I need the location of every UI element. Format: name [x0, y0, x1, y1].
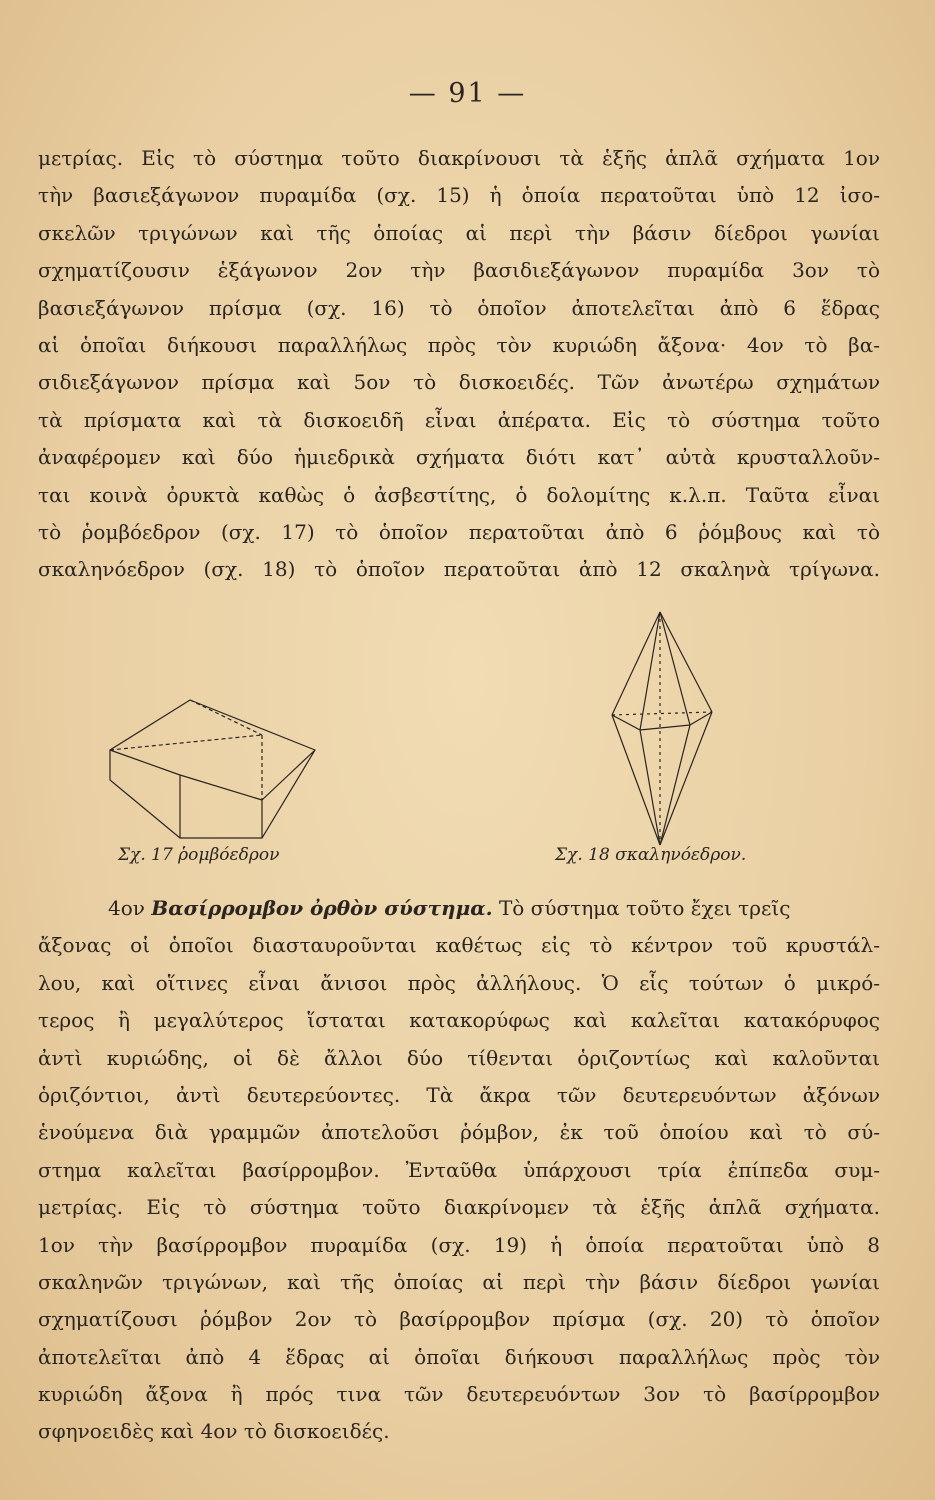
figure-18-caption: Σχ. 18 σκαληνόεδρον. [555, 845, 747, 865]
page-number: — 91 — [408, 78, 527, 109]
text-line: σφηνοειδὲς καὶ 4ον τὸ δισκοειδές. [38, 1419, 390, 1444]
section-number: 4ον [108, 896, 145, 920]
text-line: ἀντὶ κυριώδης, οἱ δὲ ἄλλοι δύο τίθενται ὁριζοντίως καὶ καλοῦνται [38, 1045, 880, 1070]
text-line: σιδιεξάγωνον πρίσμα καὶ 5ον τὸ δισκοειδές. Τῶν ἀνωτέρω σχημάτων [38, 370, 880, 395]
text-line: ἀποτελεῖται ἀπὸ 4 ἕδρας αἱ ὁποῖαι διήκουσι παραλλήλως πρὸς τὸν [38, 1344, 880, 1369]
text-line: στημα καλεῖται βασίρρομβον. Ἐνταῦθα ὑπάρχουσι τρία ἐπίπεδα συμ- [38, 1157, 880, 1182]
text-line: τὸ ῥομβόεδρον (σχ. 17) τὸ ὁποῖον περατοῦται ἀπὸ 6 ῥόμβους καὶ τὸ [38, 519, 880, 544]
text-line: μετρίας. Εἰς τὸ σύστημα τοῦτο διακρίνομεν τὰ ἑξῆς ἁπλᾶ σχήματα. [38, 1195, 880, 1220]
text-line: ται κοινὰ ὀρυκτὰ καθὼς ὁ ἀσβεστίτης, ὁ δολομίτης κ.λ.π. Ταῦτα εἶναι [38, 482, 880, 507]
text-line: σχηματίζουσιν ἑξάγωνον 2ον τὴν βασιδιεξάγωνον πυραμίδα 3ον τὸ [38, 258, 880, 283]
text-line: τὴν βασιεξάγωνον πυραμίδα (σχ. 15) ἡ ὁποία περατοῦται ὑπὸ 12 ἰσο- [38, 183, 880, 208]
text-line: ἑνούμενα διὰ γραμμῶν ἀποτελοῦσι ῥόμβον, ἐκ τοῦ ὁποίου καὶ τὸ σύ- [38, 1120, 880, 1145]
text-line: τερος ἢ μεγαλύτερος ἵσταται κατακορύφως καὶ καλεῖται κατακόρυφος [38, 1008, 880, 1033]
text-line: τὰ πρίσματα καὶ τὰ δισκοειδῆ εἶναι ἀπέρατα. Εἰς τὸ σύστημα τοῦτο [38, 407, 880, 432]
section-heading-line [38, 890, 880, 927]
paragraph-1 [38, 140, 880, 589]
text-line: μετρίας. Εἰς τὸ σύστημα τοῦτο διακρίνουσι τὰ ἑξῆς ἁπλᾶ σχήματα 1ον [38, 146, 880, 170]
crystal-figures [0, 600, 935, 880]
text-line: ὁριζόντιοι, ἀντὶ δευτερεύοντες. Τὰ ἄκρα τῶν δευτερευόντων ἀξόνων [38, 1082, 880, 1107]
text-line: Τὸ σύστημα τοῦτο ἔχει τρεῖς [498, 896, 791, 920]
section-title: Βασίρρομβον ὀρθὸν σύστημα. [151, 896, 493, 920]
text-line: κυριώδη ἄξονα ἢ πρός τινα τῶν δευτερευόντων 3ον τὸ βασίρρομβον [38, 1382, 880, 1407]
text-line: σκαληνόεδρον (σχ. 18) τὸ ὁποῖον περατοῦται ἀπὸ 12 σκαληνὰ τρίγωνα. [38, 557, 880, 582]
text-line: βασιεξάγωνον πρίσμα (σχ. 16) τὸ ὁποῖον ἀποτελεῖται ἀπὸ 6 ἕδρας [38, 295, 880, 320]
text-line: σκελῶν τριγώνων καὶ τῆς ὁποίας αἱ περὶ τὴν βάσιν δίεδροι γωνίαι [38, 220, 880, 245]
figure-17-caption: Σχ. 17 ῥομβόεδρον [118, 845, 280, 865]
text-line: ἀναφέρομεν καὶ δύο ἡμιεδρικὰ σχήματα διότι κατ᾽ αὐτὰ κρυσταλλοῦν- [38, 445, 880, 470]
rhombohedron-figure [110, 700, 315, 838]
text-line: ἄξονας οἱ ὁποῖοι διασταυροῦνται καθέτως εἰς τὸ κέντρον τοῦ κρυστάλ- [38, 933, 880, 958]
figures-area [0, 600, 935, 880]
text-line: λου, καὶ οἵτινες εἶναι ἄνισοι πρὸς ἀλλήλους. Ὁ εἷς τούτων ὁ μικρό- [38, 970, 880, 995]
text-line: σχηματίζουσι ῥόμβον 2ον τὸ βασίρρομβον πρίσμα (σχ. 20) τὸ ὁποῖον [38, 1307, 880, 1332]
text-line: αἱ ὁποῖαι διήκουσι παραλλήλως πρὸς τὸν κυριώδη ἄξονα· 4ον τὸ βα- [38, 332, 880, 357]
paragraph-2 [38, 890, 880, 1451]
text-line: 1ον τὴν βασίρρομβον πυραμίδα (σχ. 19) ἡ ὁποία περατοῦται ὑπὸ 8 [38, 1232, 880, 1257]
text-line: σκαληνῶν τριγώνων, καὶ τῆς ὁποίας αἱ περὶ τὴν βάσιν δίεδροι γωνίαι [38, 1269, 880, 1294]
scalenohedron-figure [612, 612, 712, 845]
